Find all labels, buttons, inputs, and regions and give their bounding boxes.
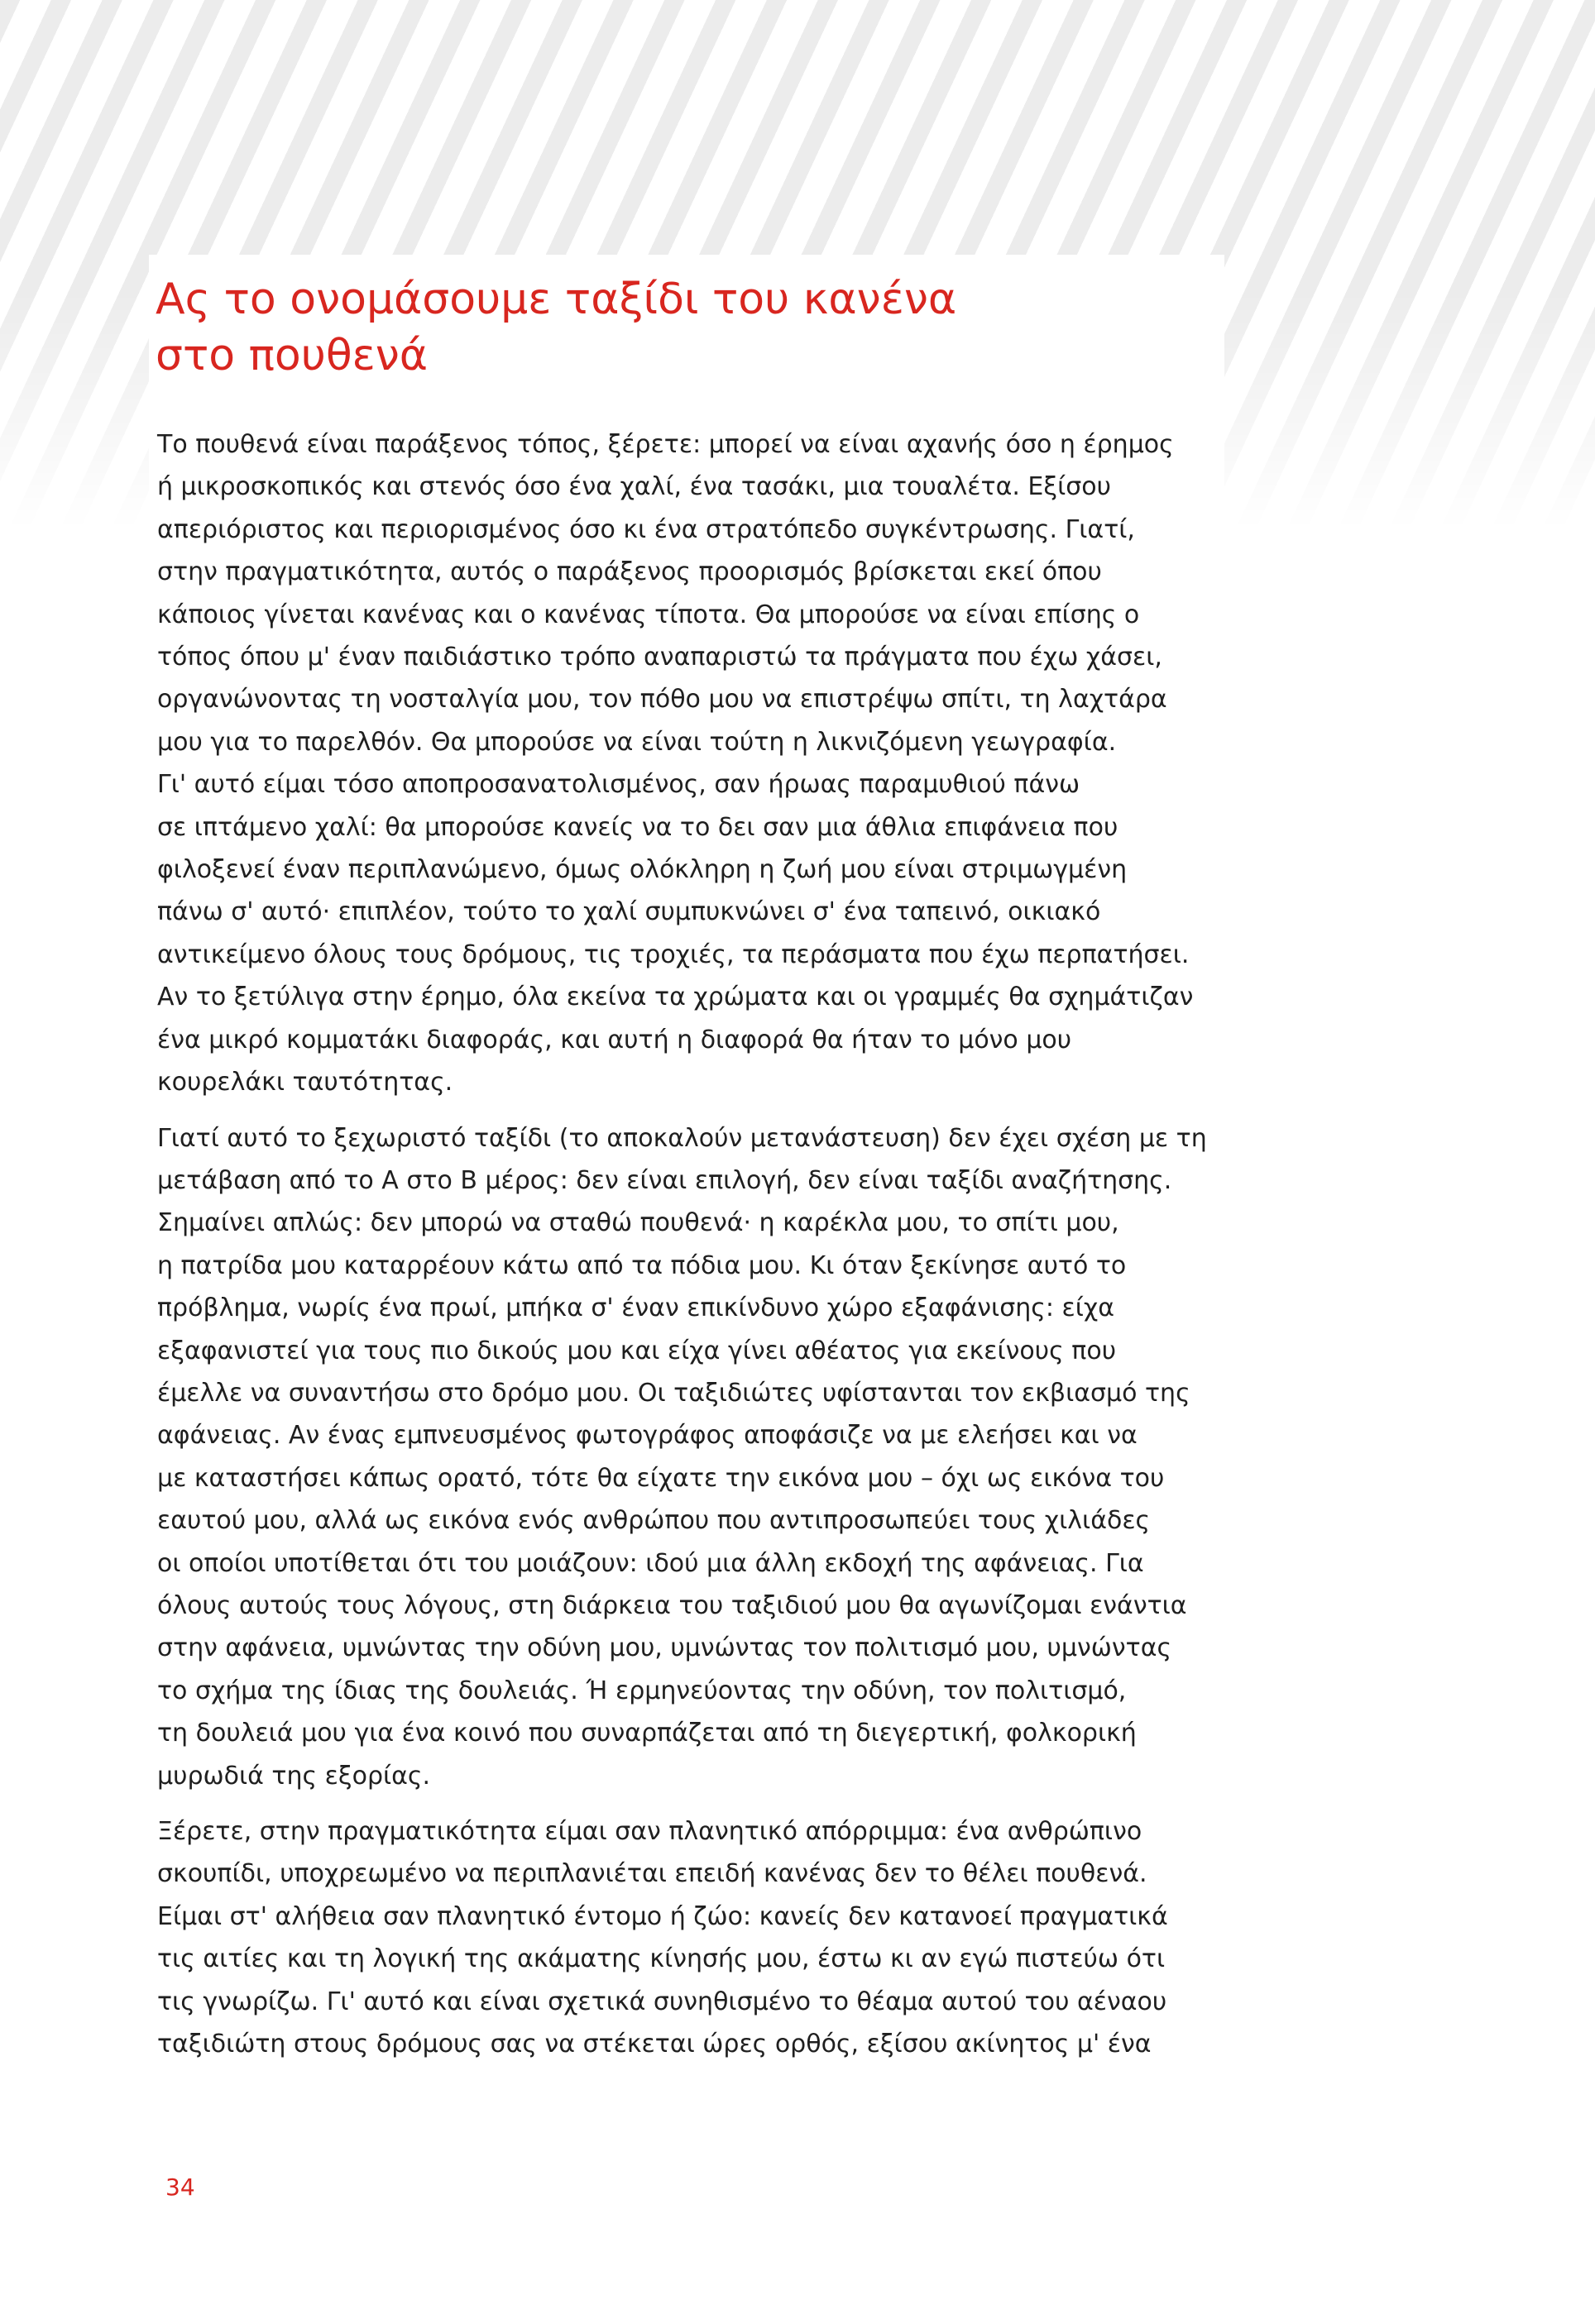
text-line: το σχήμα της ίδιας της δουλειάς. Ή ερμηνεύοντας την οδύνη, τον πολιτισμό, — [157, 1676, 1127, 1705]
paragraph — [157, 423, 1249, 1104]
text-line: έμελλε να συναντήσω στο δρόμο μου. Οι ταξιδιώτες υφίστανται τον εκβιασμό της — [157, 1378, 1190, 1408]
text-line: αντικείμενο όλους τους δρόμους, τις τροχιές, τα περάσματα που έχω περπατήσει. — [157, 940, 1190, 969]
text-line: σε ιπτάμενο χαλί: θα μπορούσε κανείς να το δει σαν μια άθλια επιφάνεια που — [157, 812, 1118, 842]
text-line: Ξέρετε, στην πραγματικότητα είμαι σαν πλανητικό απόρριμμα: ένα ανθρώπινο — [157, 1817, 1142, 1846]
text-line: φιλοξενεί έναν περιπλανώμενο, όμως ολόκληρη η ζωή μου είναι στριμωγμένη — [157, 855, 1128, 885]
paragraph — [157, 1810, 1249, 2065]
text-line: οι οποίοι υποτίθεται ότι του μοιάζουν: ιδού μια άλλη εκδοχή της αφάνειας. Για — [157, 1548, 1144, 1578]
text-line: ή μικροσκοπικός και στενός όσο ένα χαλί, ένα τασάκι, μια τουαλέτα. Εξίσου — [157, 472, 1111, 502]
text-line: τη δουλειά μου για ένα κοινό που συναρπάζεται από τη διεγερτική, φολκορική — [157, 1719, 1137, 1748]
text-line: με καταστήσει κάπως ορατό, τότε θα είχατε την εικόνα μου – όχι ως εικόνα του — [157, 1463, 1165, 1493]
text-line: ταξιδιώτη στους δρόμους σας να στέκεται ώρες ορθός, εξίσου ακίνητος μ' ένα — [157, 2030, 1152, 2059]
text-line: στην αφάνεια, υμνώντας την οδύνη μου, υμνώντας τον πολιτισμό μου, υμνώντας — [157, 1633, 1172, 1663]
text-line: μετάβαση από το Α στο Β μέρος: δεν είναι επιλογή, δεν είναι ταξίδι αναζήτησης. — [157, 1165, 1172, 1195]
text-line: Το πουθενά είναι παράξενος τόπος, ξέρετε: μπορεί να είναι αχανής όσο η έρημος — [157, 430, 1174, 459]
article-body — [157, 423, 1249, 2078]
text-line: εξαφανιστεί για τους πιο δικούς μου και είχα γίνει αθέατος για εκείνους που — [157, 1336, 1117, 1365]
page-title — [156, 271, 956, 384]
text-line: Σημαίνει απλώς: δεν μπορώ να σταθώ πουθενά· η καρέκλα μου, το σπίτι μου, — [157, 1208, 1119, 1238]
text-line: ένα μικρό κομματάκι διαφοράς, και αυτή η διαφορά θα ήταν το μόνο μου — [157, 1025, 1072, 1054]
text-line: μου για το παρελθόν. Θα μπορούσε να είναι τούτη η λικνιζόμενη γεωγραφία. — [157, 727, 1117, 757]
text-line: πρόβλημα, νωρίς ένα πρωί, μπήκα σ' έναν επικίνδυνο χώρο εξαφάνισης: είχα — [157, 1294, 1114, 1323]
text-line: τόπος όπου μ' έναν παιδιάστικο τρόπο αναπαριστώ τα πράγματα που έχω χάσει, — [157, 643, 1162, 672]
text-line: Αν το ξετύλιγα στην έρημο, όλα εκείνα τα χρώματα και οι γραμμές θα σχημάτιζαν — [157, 983, 1194, 1012]
text-line: κουρελάκι ταυτότητας. — [157, 1068, 453, 1097]
paragraph — [157, 1117, 1249, 1798]
text-line: πάνω σ' αυτό· επιπλέον, τούτο το χαλί συμπυκνώνει σ' ένα ταπεινό, οικιακό — [157, 897, 1101, 927]
text-line: η πατρίδα μου καταρρέουν κάτω από τα πόδια μου. Κι όταν ξεκίνησε αυτό το — [157, 1250, 1127, 1280]
text-line: τις αιτίες και τη λογική της ακάματης κίνησής μου, έστω κι αν εγώ πιστεύω ότι — [157, 1944, 1166, 1974]
page-number: 34 — [165, 2173, 195, 2201]
title-line: Ας το ονομάσουμε ταξίδι του κανένα — [156, 275, 957, 324]
text-line: μυρωδιά της εξορίας. — [157, 1761, 431, 1791]
text-line: τις γνωρίζω. Γι' αυτό και είναι σχετικά συνηθισμένο το θέαμα αυτού του αέναου — [157, 1987, 1167, 2016]
title-line: στο πουθενά — [156, 331, 429, 380]
text-line: στην πραγματικότητα, αυτός ο παράξενος προορισμός βρίσκεται εκεί όπου — [157, 557, 1102, 587]
text-line: οργανώνοντας τη νοσταλγία μου, τον πόθο μου να επιστρέψω σπίτι, τη λαχτάρα — [157, 685, 1167, 715]
text-line: κάποιος γίνεται κανένας και ο κανένας τίποτα. Θα μπορούσε να είναι επίσης ο — [157, 600, 1140, 629]
text-line: Γιατί αυτό το ξεχωριστό ταξίδι (το αποκαλούν μετανάστευση) δεν έχει σχέση με τη — [157, 1123, 1207, 1153]
text-line: Γι' αυτό είμαι τόσο αποπροσανατολισμένος, σαν ήρωας παραμυθιού πάνω — [157, 770, 1080, 800]
text-line: απεριόριστος και περιορισμένος όσο κι ένα στρατόπεδο συγκέντρωσης. Γιατί, — [157, 514, 1135, 544]
text-line: Είμαι στ' αλήθεια σαν πλανητικό έντομο ή ζώο: κανείς δεν κατανοεί πραγματικά — [157, 1901, 1168, 1931]
text-line: όλους αυτούς τους λόγους, στη διάρκεια του ταξιδιού μου θα αγωνίζομαι ενάντια — [157, 1590, 1187, 1620]
text-line: σκουπίδι, υποχρεωμένο να περιπλανιέται επειδή κανένας δεν το θέλει πουθενά. — [157, 1859, 1147, 1889]
text-line: αφάνειας. Αν ένας εμπνευσμένος φωτογράφος αποφάσιζε να με ελεήσει και να — [157, 1421, 1138, 1451]
text-line: εαυτού μου, αλλά ως εικόνα ενός ανθρώπου που αντιπροσωπεύει τους χιλιάδες — [157, 1506, 1151, 1536]
